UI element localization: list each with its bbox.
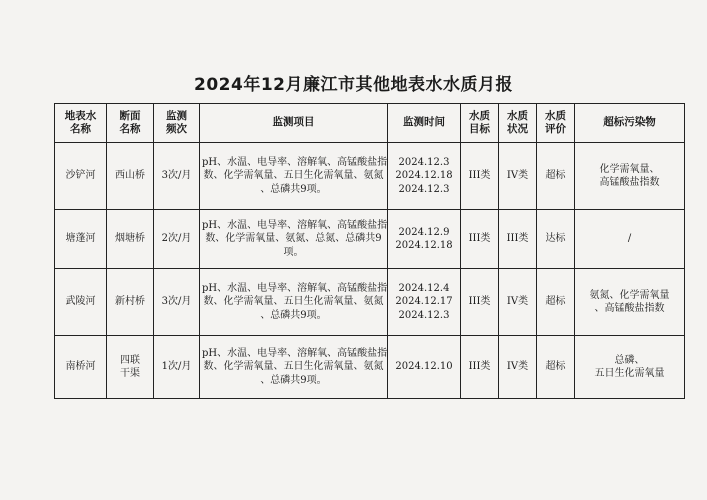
river-name: 塘蓬河 bbox=[55, 210, 107, 269]
quality-evaluation: 超标 bbox=[537, 143, 575, 210]
quality-status: IV类 bbox=[499, 336, 537, 399]
frequency: 3次/月 bbox=[154, 269, 200, 336]
monitoring-items: pH、水温、电导率、溶解氧、高锰酸盐指 数、化学需氧量、五日生化需氧量、氨氮 、总磷共9项。 bbox=[200, 143, 388, 210]
table-row bbox=[55, 336, 685, 399]
monitoring-dates: 2024.12.3 2024.12.18 2024.12.3 bbox=[388, 143, 461, 210]
frequency: 3次/月 bbox=[154, 143, 200, 210]
river-name: 沙铲河 bbox=[55, 143, 107, 210]
header-frequency: 监测 频次 bbox=[154, 104, 200, 143]
monitoring-dates: 2024.12.4 2024.12.17 2024.12.3 bbox=[388, 269, 461, 336]
quality-target: III类 bbox=[461, 336, 499, 399]
section-name: 西山桥 bbox=[107, 143, 154, 210]
quality-status: IV类 bbox=[499, 143, 537, 210]
header-items: 监测项目 bbox=[200, 104, 388, 143]
water-quality-table bbox=[54, 103, 685, 399]
quality-status: IV类 bbox=[499, 269, 537, 336]
table-row bbox=[55, 269, 685, 336]
monitoring-dates: 2024.12.9 2024.12.18 bbox=[388, 210, 461, 269]
monitoring-dates: 2024.12.10 bbox=[388, 336, 461, 399]
table-row bbox=[55, 143, 685, 210]
quality-evaluation: 超标 bbox=[537, 269, 575, 336]
exceeding-pollutants: 氨氮、化学需氧量 、高锰酸盐指数 bbox=[575, 269, 685, 336]
header-section: 断面 名称 bbox=[107, 104, 154, 143]
frequency: 2次/月 bbox=[154, 210, 200, 269]
header-evaluation: 水质 评价 bbox=[537, 104, 575, 143]
quality-status: III类 bbox=[499, 210, 537, 269]
monitoring-items: pH、水温、电导率、溶解氧、高锰酸盐指 数、化学需氧量、氨氮、总氮、总磷共9 项。 bbox=[200, 210, 388, 269]
section-name: 新村桥 bbox=[107, 269, 154, 336]
frequency: 1次/月 bbox=[154, 336, 200, 399]
header-pollutants: 超标污染物 bbox=[575, 104, 685, 143]
river-name: 南桥河 bbox=[55, 336, 107, 399]
quality-target: III类 bbox=[461, 143, 499, 210]
section-name: 四联 干渠 bbox=[107, 336, 154, 399]
river-name: 武陵河 bbox=[55, 269, 107, 336]
monitoring-items: pH、水温、电导率、溶解氧、高锰酸盐指 数、化学需氧量、五日生化需氧量、氨氮 、总磷共9项。 bbox=[200, 336, 388, 399]
report-title: 2024年12月廉江市其他地表水水质月报 bbox=[194, 75, 513, 95]
table-row bbox=[55, 210, 685, 269]
monitoring-items: pH、水温、电导率、溶解氧、高锰酸盐指 数、化学需氧量、五日生化需氧量、氨氮 、总磷共9项。 bbox=[200, 269, 388, 336]
header-status: 水质 状况 bbox=[499, 104, 537, 143]
quality-target: III类 bbox=[461, 269, 499, 336]
exceeding-pollutants: 总磷、 五日生化需氧量 bbox=[575, 336, 685, 399]
table-header-row bbox=[55, 104, 685, 143]
quality-evaluation: 超标 bbox=[537, 336, 575, 399]
section-name: 烟塘桥 bbox=[107, 210, 154, 269]
quality-target: III类 bbox=[461, 210, 499, 269]
exceeding-pollutants: / bbox=[575, 210, 685, 269]
header-time: 监测时间 bbox=[388, 104, 461, 143]
exceeding-pollutants: 化学需氧量、 高锰酸盐指数 bbox=[575, 143, 685, 210]
header-river: 地表水 名称 bbox=[55, 104, 107, 143]
header-target: 水质 目标 bbox=[461, 104, 499, 143]
quality-evaluation: 达标 bbox=[537, 210, 575, 269]
